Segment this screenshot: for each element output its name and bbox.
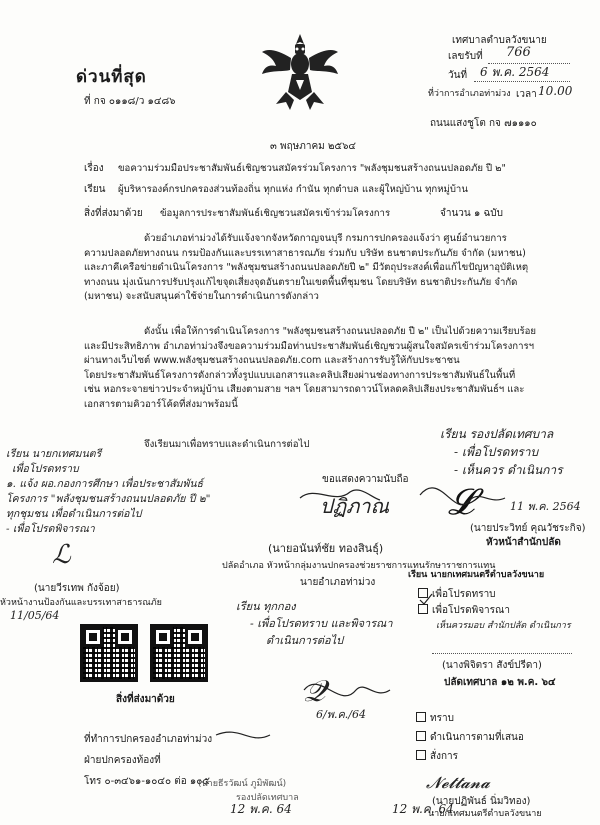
signer-name: (นายอนันท์ชัย ทองสินธุ์) bbox=[268, 542, 384, 555]
left-note-line: ๑. แจ้ง ผอ.กองการศึกษา เพื่อประชาสัมพันธ์ bbox=[6, 478, 204, 490]
body-line: โดยประชาสัมพันธ์โครงการดังกล่าวทั้งรูปแบบเอกสารและคลิปเสียงผ่านช่องทางการประชาสัมพันธ์ในพื้นที่ bbox=[84, 369, 516, 381]
official-signature: ปฏิภาณ bbox=[320, 494, 390, 518]
document-date: ๓ พฤษภาคม ๒๕๖๔ bbox=[270, 141, 356, 152]
mayor-option-2: ดำเนินการตามที่เสนอ bbox=[430, 732, 524, 743]
right-note-date: 11 พ.ค. 2564 bbox=[510, 500, 581, 513]
bottom-sign-date: 12 พ.ค. 64 bbox=[230, 802, 292, 816]
stamp-date-label: วันที่ bbox=[448, 70, 468, 81]
center-note-line: - เพื่อโปรดทราบ และพิจารณา bbox=[250, 617, 393, 630]
website-line: ผ่านทางเว็บไซต์ www.พลังชุมชนสร้างถนนปลอดภัย.com และสร้างการรับรู้ให้กับประชาชน bbox=[84, 355, 460, 366]
right-note-line: เรียน รองปลัดเทศบาล bbox=[440, 427, 554, 441]
subject-text: ขอความร่วมมือประชาสัมพันธ์เชิญชวนสมัครร่วมโครงการ "พลังชุมชนสร้างถนนปลอดภัย ปี ๒" bbox=[118, 163, 506, 174]
body-line: ทางถนน มุ่งเน้นการปรับปรุงแก้ไขจุดเสี่ยงจุดอันตรายในเขตพื้นที่ชุมชน โดยบริษัท ธนชาติประกันภัย จำกัด bbox=[84, 276, 518, 288]
bottom-sign-title: รองปลัดเทศบาล bbox=[236, 793, 299, 803]
left-note-line: ทุกชุมชน เพื่อดำเนินการต่อไป bbox=[6, 508, 142, 520]
deputy-name: (นางพิจิตรา สังข์ปรีดา) bbox=[442, 660, 542, 671]
bottom-sign-name: (นายธีรวัฒน์ ภูมิพัฒน์) bbox=[198, 779, 287, 789]
center-note-line: เรียน ทุกกอง bbox=[236, 600, 296, 613]
center-signature-scribble: 𝒬 bbox=[304, 674, 326, 709]
stamp-note: ที่ว่าการอำเภอท่าม่วง bbox=[428, 89, 511, 99]
body-line: เช่น หอกระจายข่าวประจำหมู่บ้าน เสียงตามสาย ฯลฯ โดยสามารถดาวน์โหลดคลิปเสียงประชาสัมพันธ์ฯ และ bbox=[84, 384, 525, 395]
left-sign-date: 11/05/64 bbox=[10, 609, 60, 622]
body-line: ด้วยอำเภอท่าม่วงได้รับแจ้งจากจังหวัดกาญจนบุรี กรมการปกครองแจ้งว่า ศูนย์อำนวยการ bbox=[144, 233, 507, 244]
right-note-name: (นายประวิทย์ คุณวัชระกิจ) bbox=[470, 523, 586, 534]
mayor-option-1: ทราบ bbox=[430, 713, 454, 724]
to-text: ผู้บริหารองค์กรปกครองส่วนท้องถิ่น ทุกแห่ง กำนัน ทุกตำบล และผู้ใหญ่บ้าน ทุกหมู่บ้าน bbox=[118, 184, 468, 195]
qr-caption: สิ่งที่ส่งมาด้วย bbox=[116, 694, 175, 705]
document-number: ที่ กจ ๐๑๑๘/ว ๑๔๘๖ bbox=[84, 96, 176, 107]
bottom-sign-date-2: 12 พ.ค. 64 bbox=[392, 802, 454, 816]
attachment-text: ข้อมูลการประชาสัมพันธ์เชิญชวนสมัครเข้าร่วมโครงการ bbox=[160, 208, 391, 219]
left-note-line: - เพื่อโปรดพิจารณา bbox=[6, 523, 95, 535]
deputy-option-2: เพื่อโปรดพิจารณา bbox=[432, 605, 510, 616]
closing-request: จึงเรียนมาเพื่อทราบและดำเนินการต่อไป bbox=[144, 439, 310, 450]
footer-group: ฝ่ายปกครองท้องที่ bbox=[84, 755, 161, 766]
deputy-heading: เรียน นายกเทศมนตรีตำบลวังขนาย bbox=[408, 570, 545, 580]
center-note-line: ดำเนินการต่อไป bbox=[266, 634, 344, 647]
left-note-line: โครงการ "พลังชุมชนสร้างถนนปลอดภัย ปี ๒" bbox=[6, 493, 211, 505]
deputy-option-1: เพื่อโปรดทราบ bbox=[432, 589, 496, 600]
regards-text: ขอแสดงความนับถือ bbox=[322, 474, 409, 485]
center-note-date: 6/พ.ค./64 bbox=[316, 708, 367, 721]
right-signature-scribble: 𝓛 bbox=[448, 482, 475, 523]
deputy-title: ปลัดเทศบาล ๑๒ พ.ค. ๖๔ bbox=[444, 677, 556, 688]
right-note-title: หัวหน้าสำนักปลัด bbox=[486, 537, 561, 548]
subject-label: เรื่อง bbox=[84, 163, 104, 174]
left-signature-scribble: ℒ bbox=[52, 540, 71, 570]
address-line: ถนนแสงชูโต กจ ๗๑๑๑๐ bbox=[430, 118, 537, 129]
body-line: และมีประสิทธิภาพ อำเภอท่าม่วงจึงขอความร่วมมือท่านประชาสัมพันธ์เชิญชวนผู้สนใจสมัครเข้าร่วมโครงการฯ bbox=[84, 340, 534, 352]
to-label: เรียน bbox=[84, 184, 106, 195]
left-sign-name: (นายวีรเทพ กังจ้อย) bbox=[34, 583, 120, 594]
stamp-date: 6 พ.ค. 2564 bbox=[480, 65, 550, 79]
left-sign-title: หัวหน้างานป้องกันและบรรเทาสาธารณภัย bbox=[0, 598, 162, 608]
mayor-title: นายกเทศมนตรีตำบลวังขนาย bbox=[428, 809, 542, 819]
right-note-line: - เห็นควร ดำเนินการ bbox=[454, 463, 563, 477]
stamp-recv-label: เลขรับที่ bbox=[448, 51, 483, 62]
deputy-handwritten: เห็นควรมอบ สำนักปลัด ดำเนินการ bbox=[436, 621, 571, 631]
footer-department: ที่ทำการปกครองอำเภอท่าม่วง bbox=[84, 734, 213, 745]
body-line: เอกสารตามคิวอาร์โค้ดที่ส่งมาพร้อมนี้ bbox=[84, 398, 238, 410]
signer-position-1: ปลัดอำเภอ หัวหน้ากลุ่มงานปกครองช่วยราชการแทนรักษาราชการแทน bbox=[222, 561, 496, 571]
body-line: ความปลอดภัยทางถนน กรมป้องกันและบรรเทาสาธารณภัย ร่วมกับ บริษัท ธนชาตประกันภัย จำกัด (มหาชน) bbox=[84, 247, 526, 259]
mayor-name: (นายปฏิพันธ์ นิ่มวิทอง) bbox=[432, 796, 531, 807]
footer-phone: โทร ๐-๓๔๖๑-๑๐๔๐ ต่อ ๑๐๕ bbox=[84, 776, 210, 787]
signer-position-2: นายอำเภอท่าม่วง bbox=[300, 577, 376, 588]
left-note-line: เพื่อโปรดทราบ bbox=[12, 463, 79, 475]
stamp-org: เทศบาลตำบลวังขนาย bbox=[452, 35, 547, 46]
body-line: ดังนั้น เพื่อให้การดำเนินโครงการ "พลังชุมชนสร้างถนนปลอดภัย ปี ๒" เป็นไปด้วยความเรียบร้อย bbox=[144, 326, 536, 337]
right-note-line: - เพื่อโปรดทราบ bbox=[454, 445, 539, 459]
stamp-time-label: เวลา bbox=[516, 89, 537, 100]
left-note-line: เรียน นายกเทศมนตรี bbox=[6, 448, 102, 460]
mayor-option-3: สั่งการ bbox=[430, 751, 459, 762]
body-line: และภาคีเครือข่ายดำเนินโครงการ "พลังชุมชนสร้างถนนปลอดภัยปี ๒" มีวัตถุประสงค์เพื่อแก้ไขปัญหาอุบัติเหตุ bbox=[84, 262, 529, 273]
mayor-signature-scribble: 𝓝𝓮𝓽𝓽𝓪𝓷𝓪 bbox=[426, 773, 490, 792]
attachment-label: สิ่งที่ส่งมาด้วย bbox=[84, 208, 143, 219]
attachment-count: จำนวน ๑ ฉบับ bbox=[440, 208, 503, 219]
body-line: (มหาชน) จะสนับสนุนค่าใช้จ่ายในการดำเนินการดังกล่าว bbox=[84, 291, 319, 302]
stamp-time: 10.00 bbox=[538, 84, 573, 98]
urgency-label: ด่วนที่สุด bbox=[76, 67, 147, 87]
stamp-recv-number: 766 bbox=[506, 45, 531, 60]
